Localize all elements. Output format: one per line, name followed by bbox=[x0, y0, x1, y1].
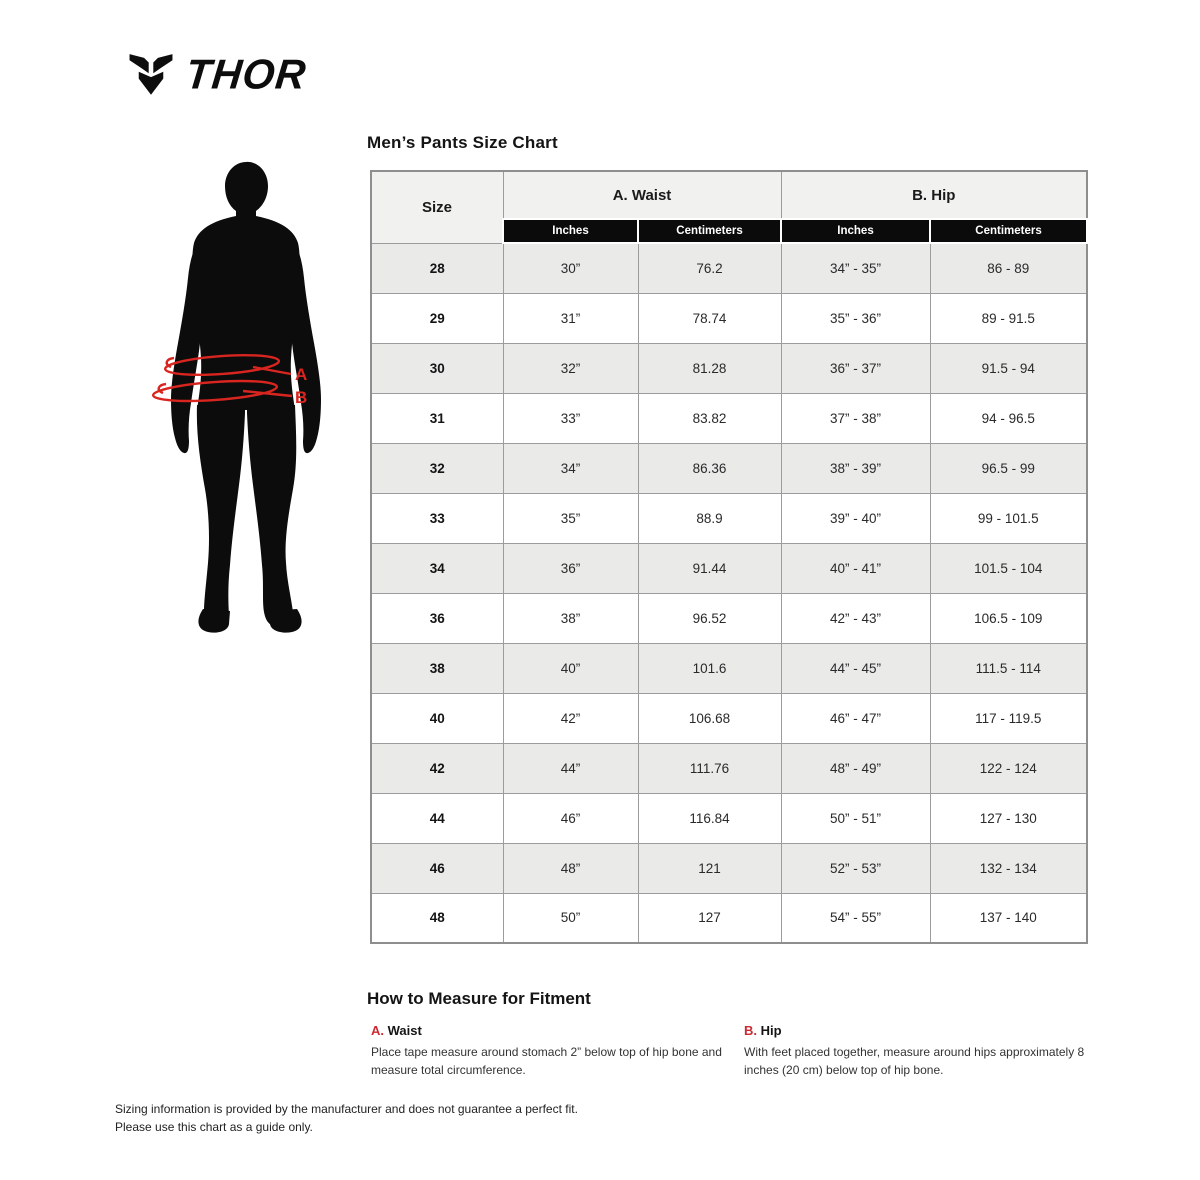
measure-hip-label bbox=[744, 1023, 1106, 1038]
measure-hip-text: With feet placed together, measure around hips approximately 8 inches (20 cm) below top of hip bone. bbox=[744, 1045, 1085, 1077]
brand-wordmark: THOR bbox=[183, 50, 309, 97]
waist-inches-cell: 31” bbox=[503, 293, 638, 343]
waist-inches-cell: 30” bbox=[503, 243, 638, 293]
waist-centimeters-cell: 111.76 bbox=[638, 743, 781, 793]
table-row bbox=[371, 893, 1087, 943]
table-row bbox=[371, 643, 1087, 693]
hip-centimeters-cell: 117 - 119.5 bbox=[930, 693, 1087, 743]
waist-inches-cell: 48” bbox=[503, 843, 638, 893]
size-cell: 28 bbox=[371, 243, 503, 293]
measurement-figure bbox=[143, 148, 358, 648]
measure-waist-label bbox=[371, 1023, 723, 1038]
hip-inches-cell: 52” - 53” bbox=[781, 843, 930, 893]
size-cell: 38 bbox=[371, 643, 503, 693]
waist-line-hook bbox=[167, 358, 174, 367]
sizing-disclaimer bbox=[115, 1100, 578, 1136]
waist-inches-cell: 35” bbox=[503, 493, 638, 543]
size-table-wrap bbox=[370, 170, 1086, 944]
waist-inches-cell: 46” bbox=[503, 793, 638, 843]
table-row bbox=[371, 243, 1087, 293]
hip-centimeters-cell: 91.5 - 94 bbox=[930, 343, 1087, 393]
hip-inches-cell: 44” - 45” bbox=[781, 643, 930, 693]
size-table-body bbox=[371, 243, 1087, 943]
hip-centimeters-cell: 94 - 96.5 bbox=[930, 393, 1087, 443]
hip-centimeters-cell: 99 - 101.5 bbox=[930, 493, 1087, 543]
hip-group-header: B. Hip bbox=[781, 171, 1087, 219]
table-row bbox=[371, 693, 1087, 743]
size-table bbox=[370, 170, 1088, 944]
table-row bbox=[371, 293, 1087, 343]
hip-centimeters-cell: 137 - 140 bbox=[930, 893, 1087, 943]
measure-hip-letter: B. bbox=[744, 1023, 757, 1038]
hip-inches-cell: 50” - 51” bbox=[781, 793, 930, 843]
waist-inches-cell: 50” bbox=[503, 893, 638, 943]
hip-inches-cell: 35” - 36” bbox=[781, 293, 930, 343]
table-row bbox=[371, 743, 1087, 793]
waist-inches-cell: 33” bbox=[503, 393, 638, 443]
waist-inches-cell: 34” bbox=[503, 443, 638, 493]
size-cell: 42 bbox=[371, 743, 503, 793]
hip-inches-cell: 40” - 41” bbox=[781, 543, 930, 593]
table-row bbox=[371, 593, 1087, 643]
disclaimer-line-1: Sizing information is provided by the manufacturer and does not guarantee a perfect fit. bbox=[115, 1102, 578, 1116]
waist-centimeters-cell: 83.82 bbox=[638, 393, 781, 443]
disclaimer-line-2: Please use this chart as a guide only. bbox=[115, 1120, 313, 1134]
waist-inches-cell: 32” bbox=[503, 343, 638, 393]
table-row bbox=[371, 793, 1087, 843]
hip-centimeters-cell: 89 - 91.5 bbox=[930, 293, 1087, 343]
waist-centimeters-cell: 86.36 bbox=[638, 443, 781, 493]
table-row bbox=[371, 543, 1087, 593]
size-cell: 46 bbox=[371, 843, 503, 893]
hip-label-b: B bbox=[295, 388, 308, 407]
size-cell: 36 bbox=[371, 593, 503, 643]
male-silhouette-diagram bbox=[143, 148, 358, 648]
size-cell: 48 bbox=[371, 893, 503, 943]
hip-centimeters-cell: 122 - 124 bbox=[930, 743, 1087, 793]
hip-inches-cell: 37” - 38” bbox=[781, 393, 930, 443]
hip-inches-header: Inches bbox=[781, 219, 930, 243]
waist-centimeters-cell: 127 bbox=[638, 893, 781, 943]
hip-inches-cell: 38” - 39” bbox=[781, 443, 930, 493]
size-cell: 40 bbox=[371, 693, 503, 743]
measure-section-title: How to Measure for Fitment bbox=[367, 989, 591, 1008]
waist-centimeters-cell: 96.52 bbox=[638, 593, 781, 643]
hip-centimeters-cell: 96.5 - 99 bbox=[930, 443, 1087, 493]
measure-item-waist bbox=[371, 1023, 723, 1079]
waist-inches-cell: 36” bbox=[503, 543, 638, 593]
chart-title: Men’s Pants Size Chart bbox=[367, 133, 558, 152]
waist-inches-header: Inches bbox=[503, 219, 638, 243]
hip-centimeters-cell: 127 - 130 bbox=[930, 793, 1087, 843]
waist-centimeters-cell: 121 bbox=[638, 843, 781, 893]
hip-centimeters-cell: 101.5 - 104 bbox=[930, 543, 1087, 593]
table-row bbox=[371, 493, 1087, 543]
hip-inches-cell: 54” - 55” bbox=[781, 893, 930, 943]
waist-centimeters-header: Centimeters bbox=[638, 219, 781, 243]
measure-waist-text: Place tape measure around stomach 2” below top of hip bone and measure total circumference. bbox=[371, 1045, 722, 1077]
table-row bbox=[371, 393, 1087, 443]
waist-inches-cell: 38” bbox=[503, 593, 638, 643]
size-cell: 33 bbox=[371, 493, 503, 543]
hip-inches-cell: 48” - 49” bbox=[781, 743, 930, 793]
size-column-header: Size bbox=[371, 171, 503, 243]
table-group-header-row bbox=[371, 171, 1087, 219]
waist-centimeters-cell: 106.68 bbox=[638, 693, 781, 743]
waist-centimeters-cell: 88.9 bbox=[638, 493, 781, 543]
measure-hip-name: Hip bbox=[760, 1023, 782, 1038]
hip-inches-cell: 46” - 47” bbox=[781, 693, 930, 743]
hip-inches-cell: 42” - 43” bbox=[781, 593, 930, 643]
waist-label-a: A bbox=[295, 365, 308, 384]
size-cell: 31 bbox=[371, 393, 503, 443]
measure-waist-name: Waist bbox=[387, 1023, 422, 1038]
waist-group-header: A. Waist bbox=[503, 171, 781, 219]
size-cell: 34 bbox=[371, 543, 503, 593]
measure-waist-letter: A. bbox=[371, 1023, 384, 1038]
measure-item-hip bbox=[744, 1023, 1106, 1079]
table-row bbox=[371, 843, 1087, 893]
size-cell: 29 bbox=[371, 293, 503, 343]
waist-centimeters-cell: 101.6 bbox=[638, 643, 781, 693]
thor-logo bbox=[128, 46, 309, 102]
thor-horns-icon bbox=[128, 46, 174, 102]
hip-centimeters-cell: 106.5 - 109 bbox=[930, 593, 1087, 643]
waist-centimeters-cell: 91.44 bbox=[638, 543, 781, 593]
waist-inches-cell: 40” bbox=[503, 643, 638, 693]
waist-centimeters-cell: 81.28 bbox=[638, 343, 781, 393]
size-cell: 44 bbox=[371, 793, 503, 843]
hip-inches-cell: 36” - 37” bbox=[781, 343, 930, 393]
hip-centimeters-cell: 132 - 134 bbox=[930, 843, 1087, 893]
hip-centimeters-cell: 111.5 - 114 bbox=[930, 643, 1087, 693]
waist-centimeters-cell: 78.74 bbox=[638, 293, 781, 343]
table-row bbox=[371, 443, 1087, 493]
waist-centimeters-cell: 76.2 bbox=[638, 243, 781, 293]
size-cell: 32 bbox=[371, 443, 503, 493]
hip-centimeters-header: Centimeters bbox=[930, 219, 1087, 243]
hip-inches-cell: 34” - 35” bbox=[781, 243, 930, 293]
hip-centimeters-cell: 86 - 89 bbox=[930, 243, 1087, 293]
size-cell: 30 bbox=[371, 343, 503, 393]
waist-inches-cell: 44” bbox=[503, 743, 638, 793]
table-row bbox=[371, 343, 1087, 393]
waist-centimeters-cell: 116.84 bbox=[638, 793, 781, 843]
hip-inches-cell: 39” - 40” bbox=[781, 493, 930, 543]
waist-inches-cell: 42” bbox=[503, 693, 638, 743]
